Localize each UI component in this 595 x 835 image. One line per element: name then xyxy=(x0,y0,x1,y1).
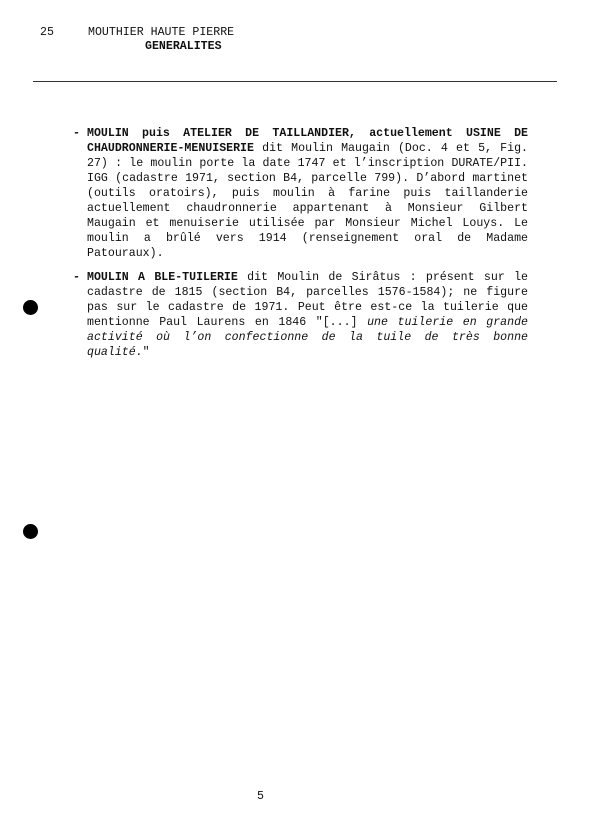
entry-moulin-taillandier xyxy=(73,126,528,261)
entry-quote-close: " xyxy=(142,346,150,359)
entry-dash: - xyxy=(73,127,80,140)
page-number-top: 25 xyxy=(40,26,54,39)
entry-text: dit Moulin de Sirâtus : présent sur le cadastre de 1815 (section B4, parcelles 1576-1584); ne figure pas sur le cadastre de 1971. Peut être est-ce la tuilerie que mentionne Paul Laurens en 1846 "[...] xyxy=(87,271,529,329)
entry-text: dit Moulin Maugain (Doc. 4 et 5, Fig. 27) : le moulin porte la date 1747 et l’inscription DURATE/PII. IGG (cadastre 1971, section B4, parcelle 799). D’abord martinet (outils oratoirs), puis moulin à farine puis taillanderie actuellement chaudronnerie appartenant à Monsieur Gilbert Maugain et menuiserie utilisée par Monsieur Michel Louys. Le moulin a brûlé vers 1914 (renseignement oral de Madame Patouraux). xyxy=(87,142,528,260)
entry-moulin-ble-tuilerie xyxy=(73,270,528,360)
binder-hole xyxy=(23,524,38,539)
entry-title: MOULIN A BLE-TUILERIE xyxy=(87,271,238,284)
page-number-bottom: 5 xyxy=(257,790,264,803)
binder-hole xyxy=(23,300,38,315)
entry-quote: une tuilerie en grande activité où l’on confectionne de la tuile de très bonne qualité. xyxy=(87,316,529,359)
commune-title: MOUTHIER HAUTE PIERRE xyxy=(88,26,235,39)
entry-body xyxy=(87,270,528,360)
section-title: GENERALITES xyxy=(145,40,222,53)
entry-body xyxy=(87,126,528,261)
entry-title: MOULIN puis ATELIER DE TAILLANDIER, actuellement USINE DE CHAUDRONNERIE-MENUISERIE xyxy=(87,127,528,155)
entry-dash: - xyxy=(73,271,80,284)
header-divider xyxy=(33,81,557,82)
